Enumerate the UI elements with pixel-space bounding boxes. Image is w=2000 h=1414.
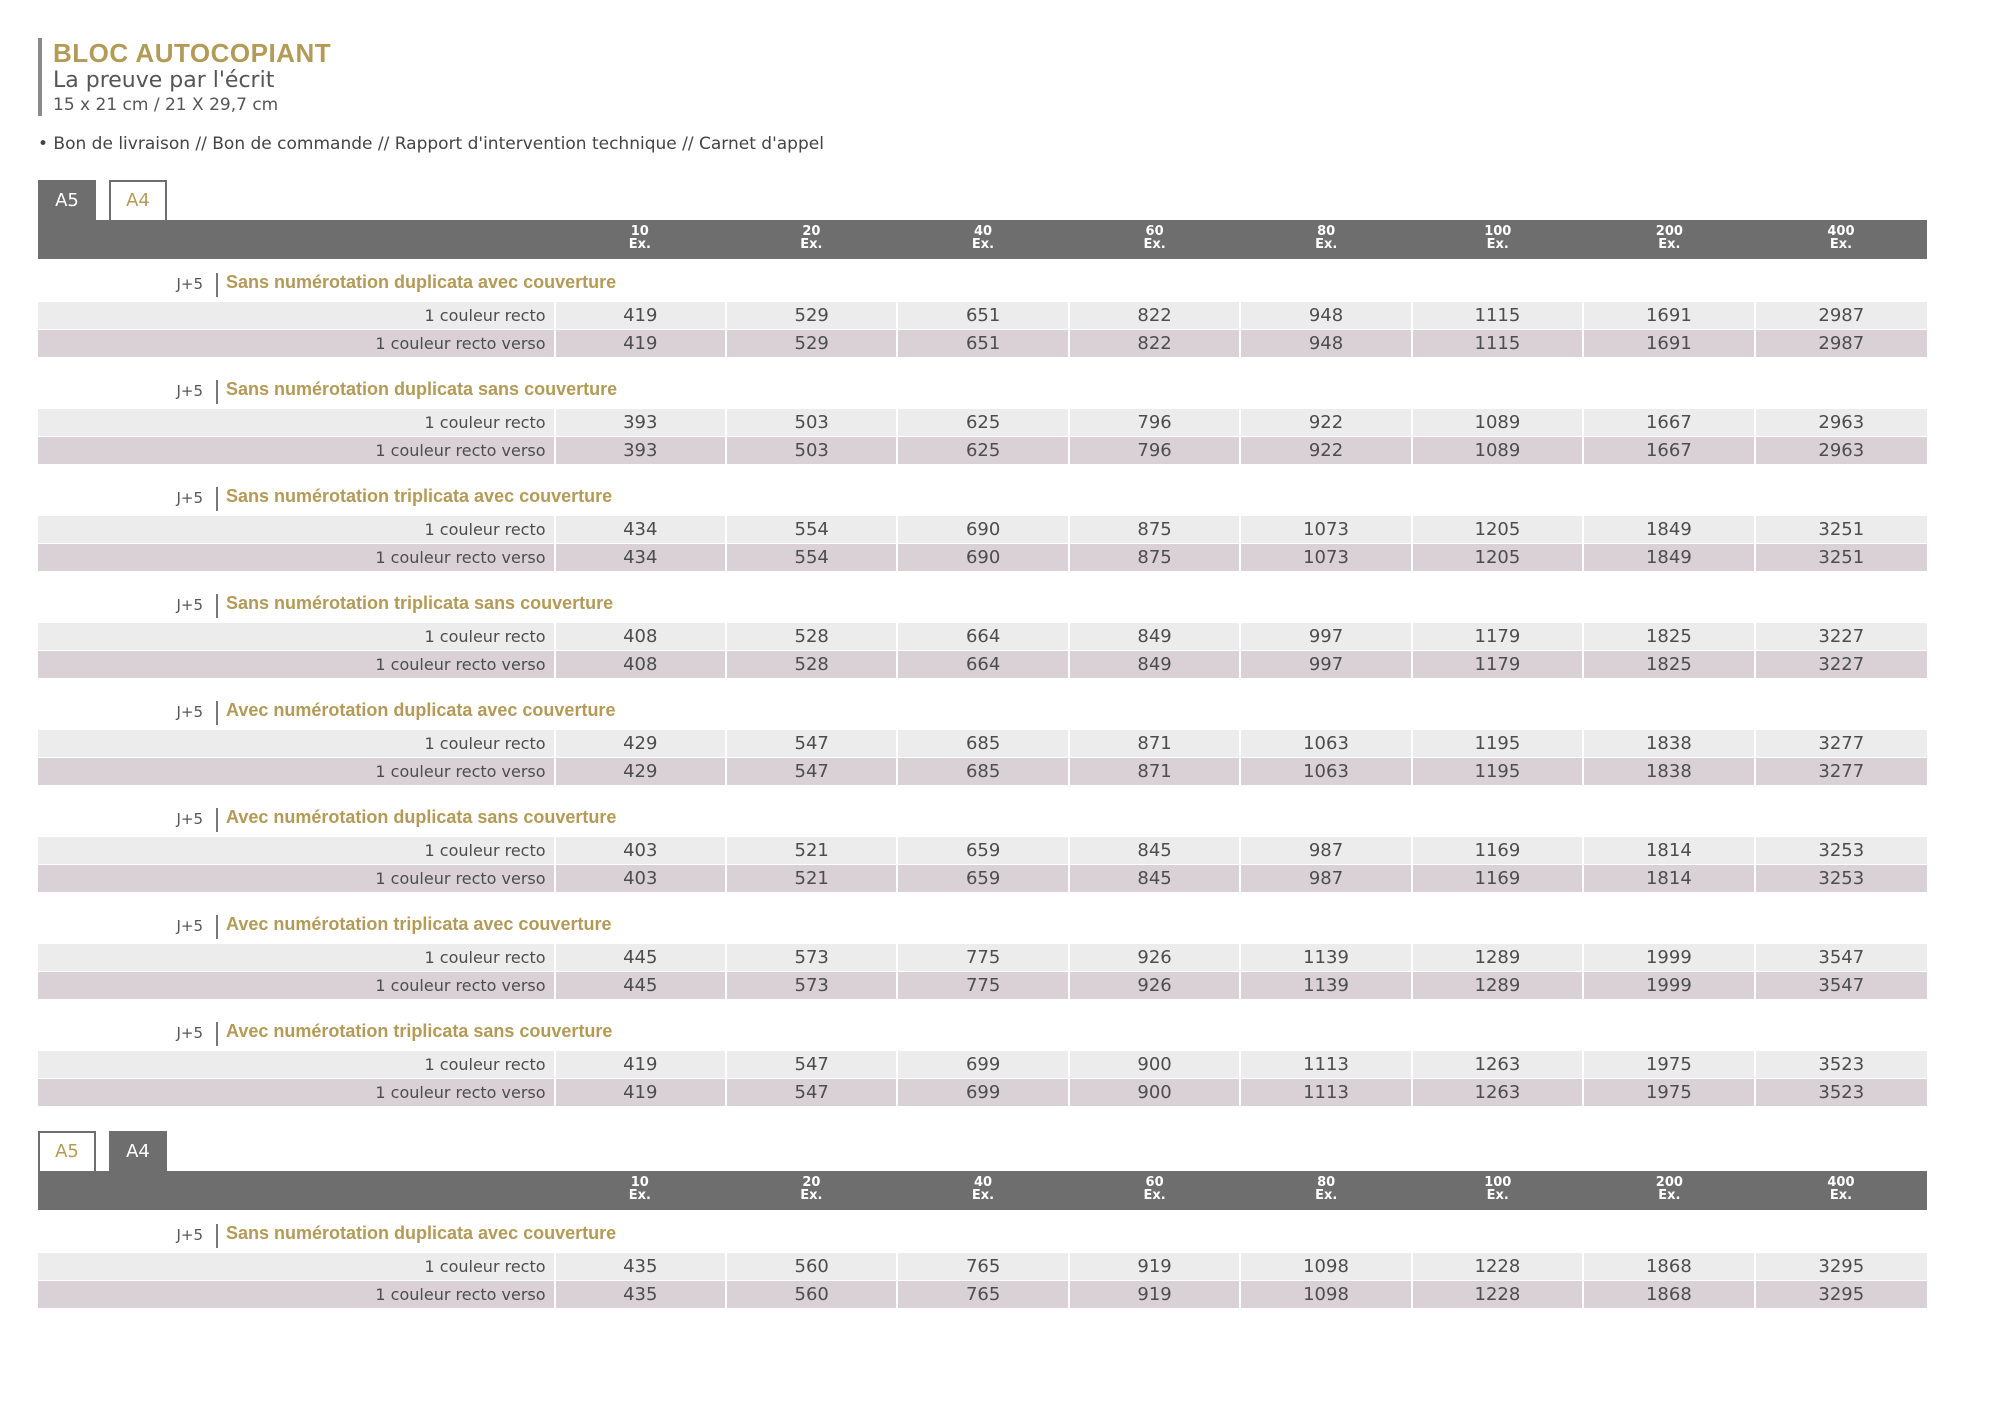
price-cell: 434 [556, 544, 727, 571]
quantity-column-header [1069, 220, 1241, 259]
price-cell: 554 [727, 516, 898, 543]
print-option-label: 1 couleur recto verso [38, 1281, 556, 1308]
print-option-label: 1 couleur recto [38, 837, 556, 864]
price-cell: 445 [556, 944, 727, 971]
format-tabs [38, 1131, 1927, 1171]
page-subtitle: La preuve par l'écrit [53, 68, 275, 93]
print-option-label: 1 couleur recto verso [38, 437, 556, 464]
print-option-label: 1 couleur recto [38, 730, 556, 757]
price-cell: 1868 [1584, 1281, 1755, 1308]
price-cell: 2963 [1818, 412, 1865, 433]
price-cell: 3295 [1818, 1284, 1865, 1305]
price-cell: 528 [727, 651, 898, 678]
quantity-unit: Ex. [1829, 1188, 1853, 1203]
product-group-header [38, 366, 1927, 409]
price-cell: 1691 [1584, 302, 1755, 329]
divider [216, 1022, 218, 1046]
price-cell: 393 [556, 409, 727, 436]
price-cell: 434 [556, 516, 727, 543]
price-cell: 547 [727, 758, 898, 785]
quantity-column-header [897, 220, 1069, 259]
table-row [38, 1079, 1927, 1106]
delivery-delay: J+5 [176, 1024, 203, 1042]
quantity-unit: Ex. [800, 1188, 823, 1203]
product-group-name: Avec numérotation triplicata avec couverture [226, 914, 612, 934]
price-cell: 685 [898, 758, 1069, 785]
quantity-unit: Ex. [1829, 237, 1853, 252]
table-row [38, 623, 1927, 650]
quantity-value: 20 [802, 224, 821, 239]
price-cell: 435 [556, 1253, 727, 1280]
quantity-value: 40 [973, 1175, 993, 1190]
price-cell: 690 [898, 516, 1069, 543]
price-cell: 573 [727, 944, 898, 971]
price-cell: 1063 [1241, 758, 1412, 785]
price-cell: 547 [727, 730, 898, 757]
divider [216, 1224, 218, 1248]
quantity-header-bar [38, 1171, 1927, 1210]
price-cell: 1825 [1584, 651, 1755, 678]
divider [216, 915, 218, 939]
table-row [38, 730, 1927, 757]
page-title: BLOC AUTOCOPIANT [53, 38, 332, 68]
price-cell: 521 [727, 837, 898, 864]
product-group-name: Sans numérotation duplicata sans couverture [226, 379, 618, 399]
price-cell: 1667 [1584, 437, 1755, 464]
price-cell: 699 [898, 1079, 1069, 1106]
print-option-label: 1 couleur recto [38, 409, 556, 436]
price-cell: 875 [1070, 544, 1241, 571]
quantity-unit: Ex. [971, 1188, 995, 1203]
quantity-value: 10 [630, 1175, 649, 1190]
divider [216, 594, 218, 618]
price-cell: 1263 [1413, 1079, 1584, 1106]
price-cell: 1838 [1584, 758, 1755, 785]
price-cell: 651 [898, 302, 1069, 329]
price-cell: 900 [1070, 1079, 1241, 1106]
price-cell: 926 [1070, 972, 1241, 999]
price-cell: 3251 [1818, 547, 1865, 568]
price-cell: 1289 [1413, 944, 1584, 971]
quantity-value: 80 [1317, 1175, 1336, 1190]
price-cell: 849 [1070, 651, 1241, 678]
table-row [38, 944, 1927, 971]
delivery-delay: J+5 [176, 596, 203, 614]
quantity-column-header [1412, 220, 1584, 259]
product-group-name: Sans numérotation duplicata avec couverture [226, 272, 617, 292]
price-cell: 997 [1241, 623, 1412, 650]
table-row [38, 837, 1927, 864]
quantity-unit: Ex. [1315, 237, 1338, 252]
price-cell: 1195 [1413, 758, 1584, 785]
price-cell: 408 [556, 651, 727, 678]
product-group-header [38, 580, 1927, 623]
price-cell: 871 [1070, 758, 1241, 785]
price-cell: 419 [556, 302, 727, 329]
quantity-column-header [726, 220, 898, 259]
price-cell: 1115 [1413, 330, 1584, 357]
print-option-label: 1 couleur recto verso [38, 651, 556, 678]
price-cell: 1113 [1241, 1051, 1412, 1078]
price-cell: 429 [556, 730, 727, 757]
price-cell: 1169 [1413, 865, 1584, 892]
delivery-delay: J+5 [176, 917, 203, 935]
print-option-label: 1 couleur recto [38, 623, 556, 650]
table-row [38, 865, 1927, 892]
price-cell: 3295 [1818, 1256, 1865, 1277]
price-cell: 1691 [1584, 330, 1755, 357]
delivery-delay: J+5 [176, 703, 203, 721]
price-cell: 1139 [1241, 972, 1412, 999]
price-cell: 393 [556, 437, 727, 464]
delivery-delay: J+5 [176, 489, 203, 507]
header-spacer [38, 1171, 554, 1210]
price-cell: 997 [1241, 651, 1412, 678]
price-cell: 1139 [1241, 944, 1412, 971]
quantity-value: 40 [973, 224, 993, 239]
price-cell: 651 [898, 330, 1069, 357]
quantity-value: 60 [1145, 1175, 1164, 1190]
divider [216, 380, 218, 404]
price-cell: 987 [1241, 837, 1412, 864]
price-cell: 1228 [1413, 1281, 1584, 1308]
table-row [38, 651, 1927, 678]
price-cell: 1667 [1584, 409, 1755, 436]
price-cell: 1228 [1413, 1253, 1584, 1280]
price-cell: 685 [898, 730, 1069, 757]
price-cell: 1975 [1584, 1079, 1755, 1106]
price-cell: 3251 [1818, 519, 1865, 540]
price-cell: 625 [898, 409, 1069, 436]
price-cell: 919 [1070, 1253, 1241, 1280]
price-cell: 922 [1241, 437, 1412, 464]
quantity-unit: Ex. [1315, 1188, 1338, 1203]
price-cell: 3277 [1818, 761, 1865, 782]
price-cell: 900 [1070, 1051, 1241, 1078]
tab-a5[interactable]: A5 [38, 1131, 96, 1171]
price-cell: 1115 [1413, 302, 1584, 329]
price-cell: 845 [1070, 865, 1241, 892]
tab-a4[interactable]: A4 [109, 180, 167, 220]
delivery-delay: J+5 [176, 275, 203, 293]
page-header [38, 38, 331, 116]
price-cell: 1975 [1584, 1051, 1755, 1078]
table-row [38, 1051, 1927, 1078]
price-cell: 1179 [1413, 623, 1584, 650]
quantity-column-header [1584, 220, 1756, 259]
delivery-delay: J+5 [176, 810, 203, 828]
quantity-value: 10 [630, 224, 649, 239]
price-cell: 547 [727, 1079, 898, 1106]
price-cell: 1089 [1413, 437, 1584, 464]
price-cell: 403 [556, 837, 727, 864]
print-option-label: 1 couleur recto verso [38, 544, 556, 571]
print-option-label: 1 couleur recto verso [38, 972, 556, 999]
price-cell: 419 [556, 1051, 727, 1078]
price-cell: 796 [1070, 437, 1241, 464]
price-cell: 529 [727, 330, 898, 357]
price-table-2 [38, 1131, 1927, 1317]
quantity-column-header [1069, 1171, 1241, 1210]
price-cell: 690 [898, 544, 1069, 571]
price-cell: 796 [1070, 409, 1241, 436]
price-cell: 1169 [1413, 837, 1584, 864]
print-option-label: 1 couleur recto verso [38, 330, 556, 357]
print-option-label: 1 couleur recto verso [38, 1079, 556, 1106]
price-cell: 3253 [1818, 868, 1865, 889]
price-cell: 1849 [1584, 544, 1755, 571]
price-cell: 573 [727, 972, 898, 999]
price-cell: 1999 [1584, 944, 1755, 971]
delivery-delay: J+5 [176, 382, 203, 400]
quantity-column-header [897, 1171, 1069, 1210]
quantity-value: 200 [1655, 224, 1683, 239]
price-cell: 1814 [1584, 865, 1755, 892]
format-tabs [38, 180, 1927, 220]
price-cell: 699 [898, 1051, 1069, 1078]
price-cell: 1098 [1241, 1281, 1412, 1308]
price-cell: 554 [727, 544, 898, 571]
print-option-label: 1 couleur recto verso [38, 865, 556, 892]
tab-a5[interactable]: A5 [38, 180, 96, 220]
product-group-header [38, 794, 1927, 837]
quantity-value: 100 [1484, 1175, 1512, 1190]
price-cell: 560 [727, 1281, 898, 1308]
price-cell: 2987 [1818, 333, 1865, 354]
price-cell: 3277 [1818, 733, 1865, 754]
quantity-column-header [1755, 220, 1927, 259]
price-cell: 765 [898, 1281, 1069, 1308]
product-group-name: Avec numérotation duplicata sans couverture [226, 807, 617, 827]
price-cell: 1063 [1241, 730, 1412, 757]
page-dimensions: 15 x 21 cm / 21 X 29,7 cm [53, 95, 279, 115]
price-cell: 1195 [1413, 730, 1584, 757]
table-row [38, 1281, 1927, 1308]
price-cell: 3227 [1818, 654, 1865, 675]
product-group-header [38, 1008, 1927, 1051]
price-cell: 521 [727, 865, 898, 892]
price-cell: 560 [727, 1253, 898, 1280]
quantity-column-header [1240, 220, 1412, 259]
price-cell: 1073 [1241, 544, 1412, 571]
product-group-name: Avec numérotation triplicata sans couverture [226, 1021, 613, 1041]
price-cell: 429 [556, 758, 727, 785]
price-cell: 948 [1241, 330, 1412, 357]
price-cell: 408 [556, 623, 727, 650]
price-cell: 849 [1070, 623, 1241, 650]
quantity-column-header [1240, 1171, 1412, 1210]
product-group-header [38, 901, 1927, 944]
price-cell: 926 [1070, 944, 1241, 971]
quantity-unit: Ex. [1486, 1188, 1509, 1203]
quantity-column-header [554, 220, 726, 259]
price-cell: 922 [1241, 409, 1412, 436]
price-cell: 659 [898, 837, 1069, 864]
quantity-unit: Ex. [1658, 237, 1681, 252]
table-row [38, 330, 1927, 357]
quantity-value: 80 [1317, 224, 1336, 239]
price-cell: 1089 [1413, 409, 1584, 436]
price-cell: 1825 [1584, 623, 1755, 650]
quantity-unit: Ex. [800, 237, 823, 252]
quantity-value: 60 [1145, 224, 1164, 239]
divider [216, 273, 218, 297]
price-cell: 3547 [1818, 947, 1865, 968]
price-cell: 1289 [1413, 972, 1584, 999]
price-cell: 2987 [1818, 305, 1865, 326]
quantity-value: 400 [1827, 224, 1855, 239]
quantity-unit: Ex. [628, 1188, 651, 1203]
product-group-header [38, 259, 1927, 302]
print-option-label: 1 couleur recto [38, 1253, 556, 1280]
product-group-header [38, 687, 1927, 730]
price-cell: 845 [1070, 837, 1241, 864]
product-group-name: Sans numérotation triplicata sans couverture [226, 593, 614, 613]
divider [216, 701, 218, 725]
quantity-unit: Ex. [971, 237, 995, 252]
divider [216, 487, 218, 511]
price-cell: 2963 [1818, 440, 1865, 461]
product-group-name: Sans numérotation duplicata avec couverture [226, 1223, 617, 1243]
price-cell: 445 [556, 972, 727, 999]
price-cell: 1838 [1584, 730, 1755, 757]
quantity-value: 20 [802, 1175, 821, 1190]
price-cell: 1113 [1241, 1079, 1412, 1106]
quantity-unit: Ex. [1143, 1188, 1166, 1203]
price-cell: 664 [898, 623, 1069, 650]
price-cell: 664 [898, 651, 1069, 678]
print-option-label: 1 couleur recto [38, 516, 556, 543]
price-cell: 3253 [1818, 840, 1865, 861]
quantity-column-header [726, 1171, 898, 1210]
price-table-1 [38, 180, 1927, 1115]
quantity-unit: Ex. [1143, 237, 1166, 252]
price-cell: 3523 [1818, 1082, 1865, 1103]
price-cell: 625 [898, 437, 1069, 464]
quantity-unit: Ex. [1486, 237, 1509, 252]
price-cell: 503 [727, 437, 898, 464]
price-cell: 1814 [1584, 837, 1755, 864]
price-cell: 3227 [1818, 626, 1865, 647]
table-row [38, 302, 1927, 329]
price-cell: 528 [727, 623, 898, 650]
price-cell: 822 [1070, 330, 1241, 357]
price-cell: 1999 [1584, 972, 1755, 999]
print-option-label: 1 couleur recto [38, 1051, 556, 1078]
price-cell: 1179 [1413, 651, 1584, 678]
price-cell: 871 [1070, 730, 1241, 757]
quantity-column-header [1412, 1171, 1584, 1210]
price-cell: 503 [727, 409, 898, 436]
product-group-name: Sans numérotation triplicata avec couverture [226, 486, 613, 506]
table-row [38, 544, 1927, 571]
price-cell: 919 [1070, 1281, 1241, 1308]
price-cell: 3523 [1818, 1054, 1865, 1075]
quantity-unit: Ex. [628, 237, 651, 252]
price-cell: 775 [898, 972, 1069, 999]
price-cell: 1263 [1413, 1051, 1584, 1078]
quantity-column-header [1584, 1171, 1756, 1210]
quantity-header-bar [38, 220, 1927, 259]
price-cell: 948 [1241, 302, 1412, 329]
price-cell: 1098 [1241, 1253, 1412, 1280]
price-cell: 529 [727, 302, 898, 329]
quantity-column-header [1755, 1171, 1927, 1210]
product-group-header [38, 473, 1927, 516]
price-cell: 1868 [1584, 1253, 1755, 1280]
quantity-value: 200 [1655, 1175, 1683, 1190]
product-group-header [38, 1210, 1927, 1253]
price-cell: 1205 [1413, 544, 1584, 571]
price-cell: 3547 [1818, 975, 1865, 996]
quantity-value: 100 [1484, 224, 1512, 239]
usage-list: • Bon de livraison // Bon de commande // Rapport d'intervention technique // Carnet d'appel [38, 134, 824, 154]
tab-a4[interactable]: A4 [109, 1131, 167, 1171]
price-cell: 875 [1070, 516, 1241, 543]
price-cell: 403 [556, 865, 727, 892]
quantity-unit: Ex. [1658, 1188, 1681, 1203]
quantity-column-header [554, 1171, 726, 1210]
price-cell: 1849 [1584, 516, 1755, 543]
table-row [38, 972, 1927, 999]
price-cell: 435 [556, 1281, 727, 1308]
price-cell: 775 [898, 944, 1069, 971]
quantity-value: 400 [1827, 1175, 1855, 1190]
price-cell: 419 [556, 330, 727, 357]
table-row [38, 437, 1927, 464]
price-cell: 1205 [1413, 516, 1584, 543]
price-cell: 419 [556, 1079, 727, 1106]
divider [216, 808, 218, 832]
price-cell: 765 [898, 1253, 1069, 1280]
table-row [38, 409, 1927, 436]
print-option-label: 1 couleur recto verso [38, 758, 556, 785]
table-row [38, 758, 1927, 785]
price-cell: 547 [727, 1051, 898, 1078]
header-spacer [38, 220, 554, 259]
price-cell: 822 [1070, 302, 1241, 329]
delivery-delay: J+5 [176, 1226, 203, 1244]
price-cell: 1073 [1241, 516, 1412, 543]
price-cell: 987 [1241, 865, 1412, 892]
product-group-name: Avec numérotation duplicata avec couverture [226, 700, 616, 720]
table-row [38, 516, 1927, 543]
print-option-label: 1 couleur recto [38, 302, 556, 329]
table-row [38, 1253, 1927, 1280]
print-option-label: 1 couleur recto [38, 944, 556, 971]
price-cell: 659 [898, 865, 1069, 892]
